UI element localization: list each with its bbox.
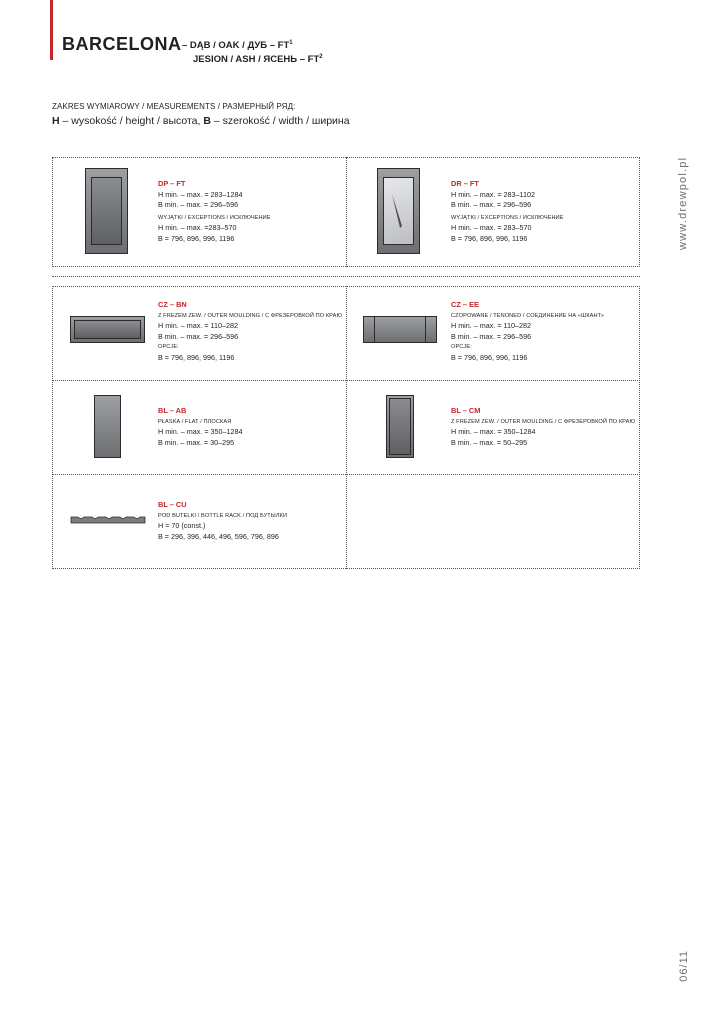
item-code: BL – AB	[158, 406, 187, 415]
item-line: B = 296, 396, 446, 496, 596, 796, 896	[158, 531, 279, 541]
item-line: H min. – max. =283–570	[158, 223, 237, 232]
item-line: B min. – max. = 50–295	[451, 437, 528, 447]
tenon-line	[425, 317, 426, 342]
subtitle-oak	[182, 40, 293, 51]
item-desc: Z FREZEM ZEW. / OUTER MOULDING / С ФРЕЗЕРОВКОЙ ПО КРАЮ	[158, 312, 343, 319]
drawer-panel	[74, 320, 141, 339]
item-line: B = 796, 896, 996, 1196	[158, 233, 235, 243]
door-dp-ft-image	[85, 168, 128, 254]
blind-bl-cm-image	[386, 395, 414, 458]
item-line: B min. – max. = 296–596	[158, 200, 239, 209]
tenon-line	[374, 317, 375, 342]
grid-row-divider	[52, 380, 640, 381]
grid-divider	[346, 286, 347, 569]
item-exceptions: WYJĄTKI / EXCEPTIONS / ИСКЛЮЧЕНИЕ	[158, 214, 271, 221]
item-line: B min. – max. = 296–596	[451, 200, 532, 209]
item-dp-ft	[158, 179, 271, 244]
item-options: OPCJE:	[451, 344, 472, 350]
legend-b-text: – szerokość / width / ширина	[210, 115, 350, 127]
legend-h: H	[52, 115, 60, 127]
item-options: OPCJE:	[158, 344, 179, 350]
measurements-heading: ZAKRES WYMIAROWY / MEASUREMENTS / РАЗМЕРНЫЙ РЯД:	[52, 102, 296, 111]
subtitle-ash-sup: 2	[319, 54, 323, 60]
page-title-wrap	[62, 34, 182, 55]
legend-b: B	[203, 115, 211, 127]
item-line: H = 70 (const.)	[158, 521, 206, 530]
accent-bar	[50, 0, 53, 60]
item-code: BL – CU	[158, 500, 187, 509]
item-line: H min. – max. = 110–282	[451, 321, 531, 330]
item-line: H min. – max. = 283–1284	[158, 189, 243, 199]
item-code: DR – FT	[451, 179, 479, 188]
drawer-cz-ee-image	[363, 316, 437, 343]
page-title: BARCELONA	[62, 34, 182, 54]
item-code: BL – CM	[451, 406, 481, 415]
bottle-rack-bl-cu-image	[70, 514, 146, 524]
website-url: www.drewpol.pl	[677, 156, 689, 250]
item-line: B min. – max. = 296–596	[158, 331, 239, 341]
grid-divider	[346, 157, 347, 267]
subtitle-oak-sup: 1	[289, 40, 293, 46]
drawer-cz-bn-image	[70, 316, 145, 343]
item-code: CZ – BN	[158, 300, 187, 309]
subtitle-ash	[193, 54, 323, 65]
subtitle-ash-text: JESION / ASH / ЯСЕНЬ – FT	[193, 54, 320, 66]
blind-bl-ab-image	[94, 395, 121, 458]
item-line: B = 796, 896, 996, 1196	[451, 233, 528, 243]
item-dr-ft	[451, 179, 564, 244]
item-code: DP – FT	[158, 179, 186, 188]
legend-h-text: – wysokość / height / высота,	[59, 115, 204, 127]
item-desc: CZOPOWANE / TENONED / СОЕДИНЕНИЕ НА «ШКАНТ»	[451, 312, 605, 319]
blind-panel	[389, 398, 411, 455]
grid-row-divider	[52, 474, 640, 475]
grid-separator	[52, 276, 640, 277]
measurements-legend	[52, 115, 350, 127]
item-line: H min. – max. = 350–1284	[451, 427, 536, 436]
glass-reflection	[384, 178, 413, 244]
item-cz-bn	[158, 300, 342, 363]
item-bl-cm	[451, 406, 635, 448]
door-panel	[91, 177, 122, 245]
item-bl-ab	[158, 406, 243, 448]
item-desc: Z FREZEM ZEW. / OUTER MOULDING / С ФРЕЗЕРОВКОЙ ПО КРАЮ	[451, 418, 636, 425]
item-line: B min. – max. = 296–596	[451, 331, 532, 341]
door-glass	[383, 177, 414, 245]
item-line: H min. – max. = 283–1102	[451, 189, 535, 199]
item-line: B = 796, 896, 996, 1196	[158, 352, 235, 362]
item-line: B min. – max. = 30–295	[158, 437, 235, 447]
page-number: 06/11	[678, 950, 690, 982]
item-desc: POD BUTELKI / BOTTLE RACK / ПОД БУТЫЛКИ	[158, 512, 288, 519]
item-exceptions: WYJĄTKI / EXCEPTIONS / ИСКЛЮЧЕНИЕ	[451, 214, 564, 221]
item-desc: PŁASKA / FLAT / ПЛОСКАЯ	[158, 418, 232, 425]
subtitle-oak-text: – DĄB / OAK / ДУБ – FT	[182, 40, 290, 52]
item-code: CZ – EE	[451, 300, 479, 309]
item-cz-ee	[451, 300, 604, 363]
door-dr-ft-image	[377, 168, 420, 254]
item-line: B = 796, 896, 996, 1196	[451, 352, 528, 362]
item-line: H min. – max. = 283–570	[451, 223, 532, 232]
item-bl-cu	[158, 500, 287, 542]
item-line: H min. – max. = 110–282	[158, 321, 238, 330]
item-line: H min. – max. = 350–1284	[158, 427, 243, 436]
